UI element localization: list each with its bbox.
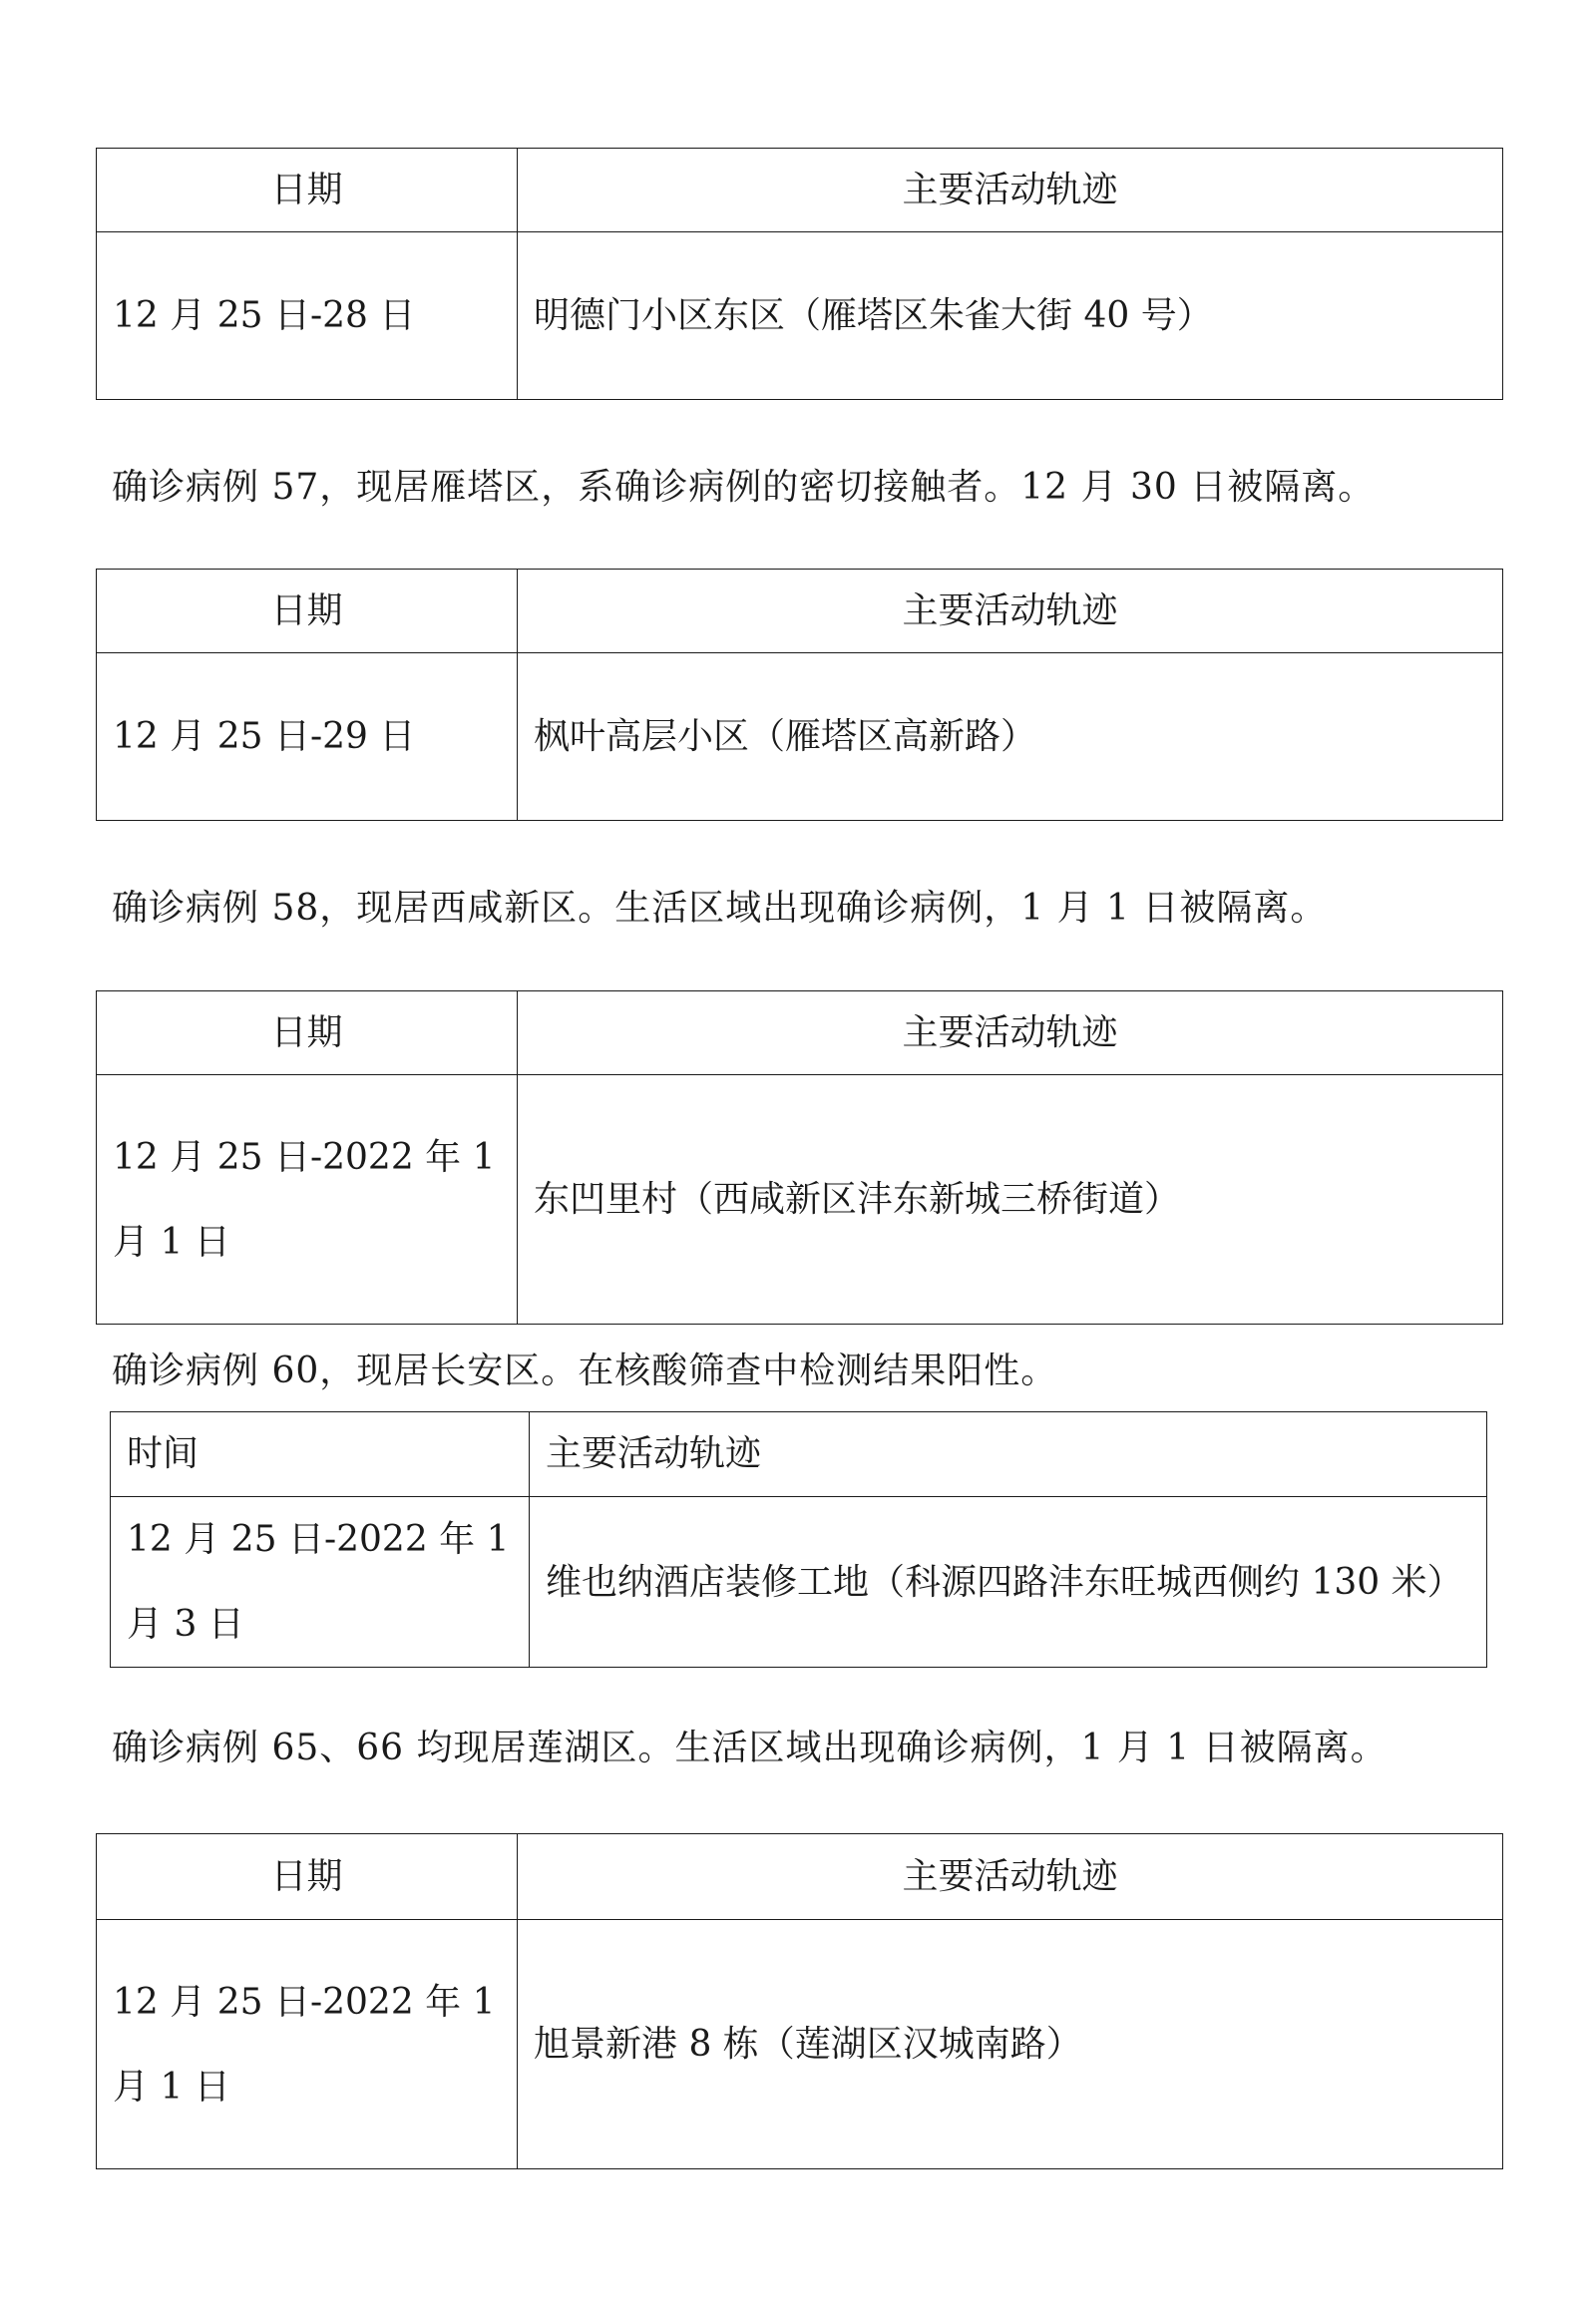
table-header-time: 时间 [111,1412,530,1497]
table-header-activity: 主要活动轨迹 [518,991,1503,1075]
table-header-activity: 主要活动轨迹 [530,1412,1487,1497]
table-header-date: 日期 [97,570,518,653]
table-header-date: 日期 [97,149,518,232]
table-header-date: 日期 [97,991,518,1075]
itinerary-table-4 [110,1411,1487,1668]
table-cell-activity: 维也纳酒店装修工地（科源四路沣东旺城西侧约 130 米） [530,1497,1487,1668]
table-cell-date: 12 月 25 日-29 日 [97,653,518,821]
case-paragraph-65-66: 确诊病例 65、66 均现居莲湖区。生活区域出现确诊病例，1 月 1 日被隔离。 [112,1728,1388,1768]
itinerary-table-3 [96,990,1503,1325]
table-header-date: 日期 [97,1834,518,1920]
case-paragraph-58: 确诊病例 58，现居西咸新区。生活区域出现确诊病例，1 月 1 日被隔离。 [112,888,1328,929]
table-header-activity: 主要活动轨迹 [518,149,1503,232]
table-cell-date: 12 月 25 日-2022 年 1 月 1 日 [97,1920,518,2169]
table-cell-activity: 明德门小区东区（雁塔区朱雀大街 40 号） [518,232,1503,400]
table-cell-activity: 旭景新港 8 栋（莲湖区汉城南路） [518,1920,1503,2169]
table-cell-date: 12 月 25 日-2022 年 1 月 1 日 [97,1075,518,1325]
itinerary-table-1 [96,148,1503,400]
table-cell-activity: 枫叶高层小区（雁塔区高新路） [518,653,1503,821]
itinerary-table-5 [96,1833,1503,2169]
table-cell-activity: 东凹里村（西咸新区沣东新城三桥街道） [518,1075,1503,1325]
case-paragraph-57: 确诊病例 57，现居雁塔区，系确诊病例的密切接触者。12 月 30 日被隔离。 [112,467,1376,508]
table-cell-date: 12 月 25 日-2022 年 1 月 3 日 [111,1497,530,1668]
table-header-activity: 主要活动轨迹 [518,570,1503,653]
itinerary-table-2 [96,569,1503,821]
case-paragraph-60: 确诊病例 60，现居长安区。在核酸筛查中检测结果阳性。 [112,1351,1058,1391]
table-cell-date: 12 月 25 日-28 日 [97,232,518,400]
table-header-activity: 主要活动轨迹 [518,1834,1503,1920]
